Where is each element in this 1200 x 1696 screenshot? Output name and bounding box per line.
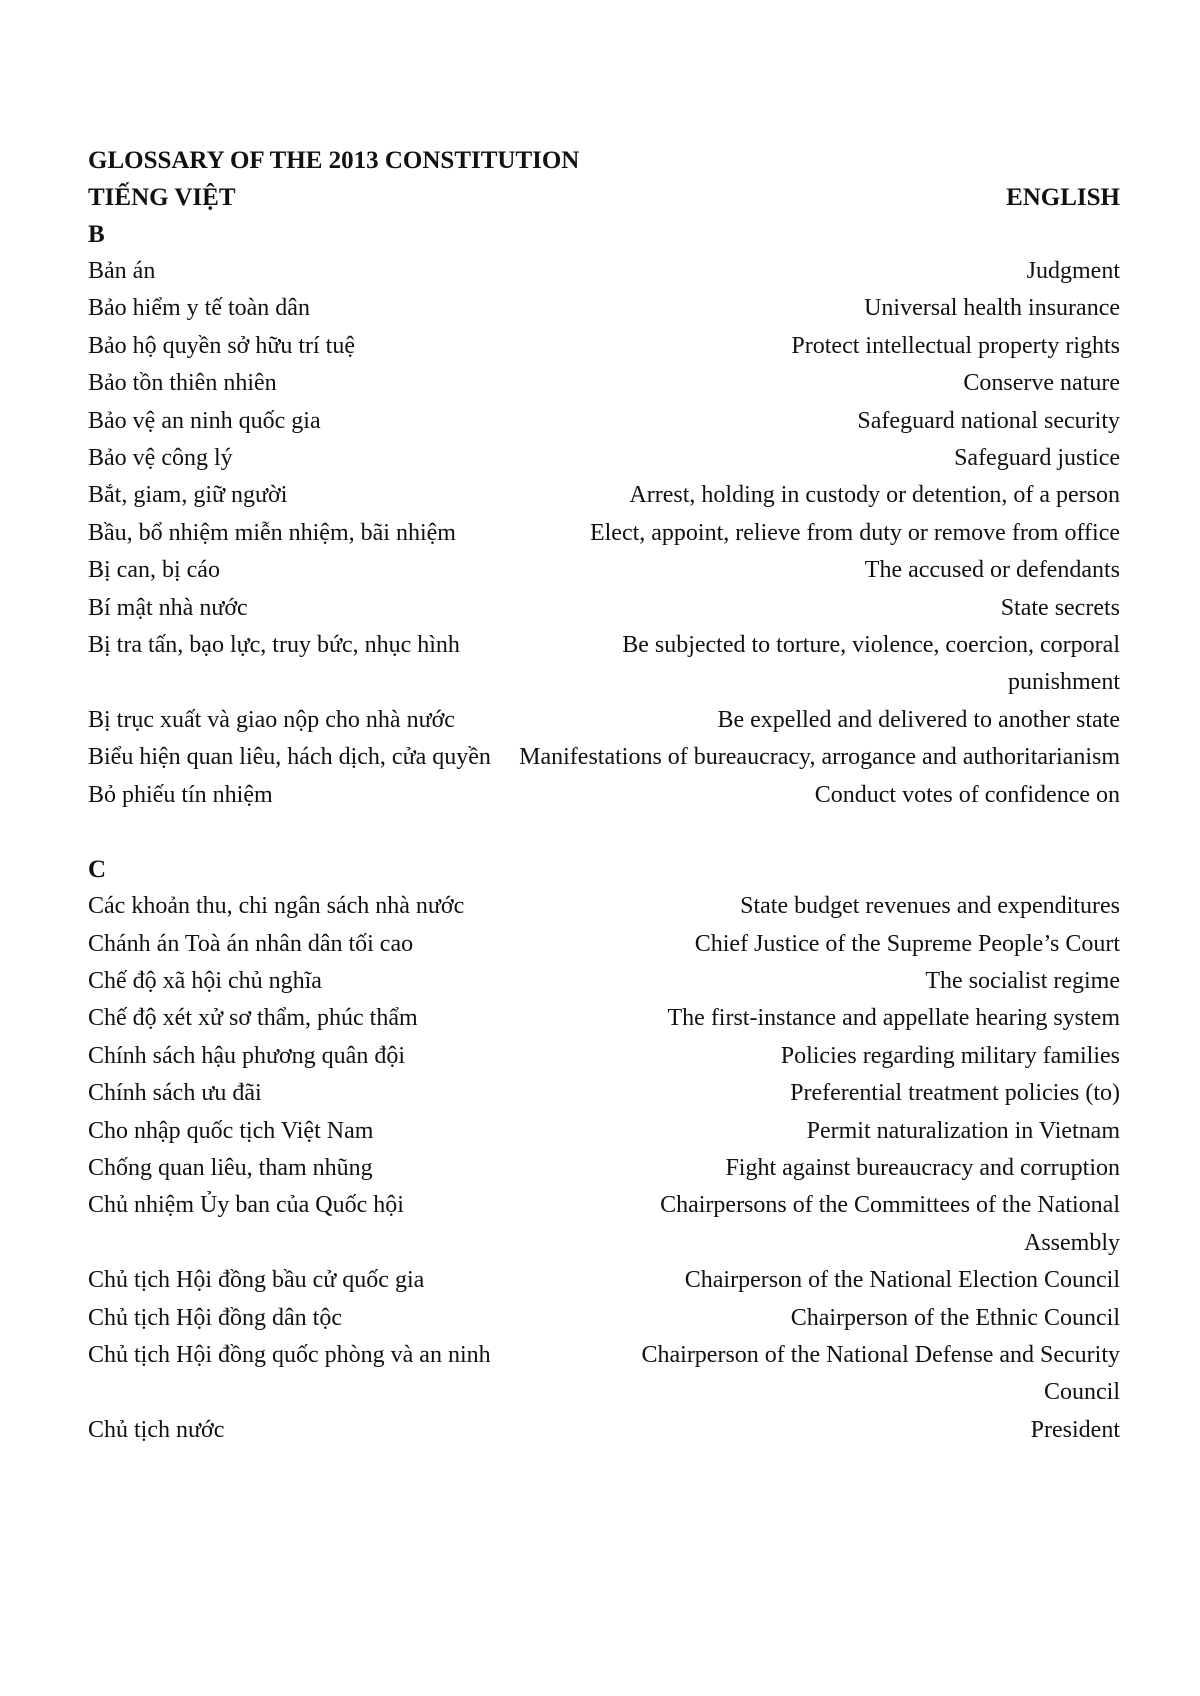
english-term: Chief Justice of the Supreme People’s Court — [694, 930, 1120, 957]
vietnamese-term: Chống quan liêu, tham nhũng — [88, 1154, 373, 1181]
vietnamese-term: Các khoản thu, chi ngân sách nhà nước — [88, 893, 465, 920]
english-term: The socialist regime — [925, 967, 1120, 994]
glossary-entry — [88, 290, 1120, 327]
glossary-entry — [88, 365, 1120, 402]
glossary-entry — [88, 888, 1120, 925]
vietnamese-term: Bảo hộ quyền sở hữu trí tuệ — [88, 332, 355, 359]
glossary-entry — [88, 926, 1120, 963]
glossary-entry — [88, 777, 1120, 814]
glossary-entry — [88, 1038, 1120, 1075]
glossary-entry — [88, 739, 1120, 776]
vietnamese-term: Chế độ xét xử sơ thẩm, phúc thẩm — [88, 1005, 418, 1032]
vietnamese-term: Bảo tồn thiên nhiên — [88, 370, 277, 397]
vietnamese-term: Chủ tịch Hội đồng dân tộc — [88, 1304, 342, 1331]
glossary-entry — [88, 253, 1120, 290]
section-spacer — [88, 814, 1120, 851]
glossary-entry — [88, 1113, 1120, 1150]
english-term: Chairperson of the Ethnic Council — [790, 1304, 1120, 1331]
vietnamese-term: Chế độ xã hội chủ nghĩa — [88, 967, 322, 994]
english-term: Chairpersons of the Committees of the National Assembly — [660, 1192, 1120, 1256]
vietnamese-term: Bỏ phiếu tín nhiệm — [88, 781, 273, 808]
glossary-entry — [88, 440, 1120, 477]
english-term: Safeguard justice — [954, 445, 1120, 472]
glossary-entry — [88, 1150, 1120, 1187]
glossary-entry — [88, 1337, 1120, 1412]
glossary-page — [88, 142, 1120, 1449]
glossary-entry — [88, 552, 1120, 589]
english-term: Be subjected to torture, violence, coercion, corporal punishment — [622, 632, 1120, 696]
vietnamese-term: Cho nhập quốc tịch Việt Nam — [88, 1117, 374, 1144]
glossary-entry — [88, 702, 1120, 739]
english-term: Fight against bureaucracy and corruption — [725, 1154, 1120, 1181]
glossary-entry — [88, 1412, 1120, 1449]
vietnamese-term: Bị trục xuất và giao nộp cho nhà nước — [88, 706, 455, 733]
vietnamese-term: Chủ tịch nước — [88, 1416, 225, 1443]
vietnamese-term: Bầu, bổ nhiệm miễn nhiệm, bãi nhiệm — [88, 519, 456, 546]
english-term: Chairperson of the National Election Council — [684, 1267, 1120, 1294]
glossary-entry — [88, 1075, 1120, 1112]
english-term: Safeguard national security — [857, 407, 1120, 434]
glossary-entry — [88, 328, 1120, 365]
english-term: Elect, appoint, relieve from duty or remove from office — [589, 519, 1120, 546]
glossary-entry — [88, 963, 1120, 1000]
english-term: Chairperson of the National Defense and Security Council — [641, 1341, 1120, 1406]
vietnamese-column-header: TIẾNG VIỆT — [88, 184, 236, 211]
vietnamese-term: Chính sách ưu đãi — [88, 1080, 262, 1107]
glossary-entry — [88, 477, 1120, 514]
english-term: The accused or defendants — [864, 557, 1120, 584]
glossary-entry — [88, 515, 1120, 552]
english-term: Permit naturalization in Vietnam — [806, 1117, 1120, 1144]
glossary-entry — [88, 1000, 1120, 1037]
english-term: Universal health insurance — [864, 295, 1120, 322]
vietnamese-term: Bị can, bị cáo — [88, 557, 220, 584]
vietnamese-term: Chủ tịch Hội đồng quốc phòng và an ninh — [88, 1341, 491, 1368]
english-term: Arrest, holding in custody or detention, of a person — [629, 482, 1120, 509]
glossary-entry — [88, 590, 1120, 627]
section-letter-c: C — [88, 856, 107, 884]
english-column-header: ENGLISH — [1006, 184, 1120, 211]
section-letter-b: B — [88, 221, 105, 248]
english-term: Conduct votes of confidence on — [814, 781, 1120, 808]
english-term: State secrets — [1000, 594, 1120, 621]
vietnamese-term: Biểu hiện quan liêu, hách dịch, cửa quyền — [88, 744, 491, 771]
english-term: Judgment — [1026, 258, 1120, 284]
vietnamese-term: Bản án — [88, 258, 156, 284]
english-term: Policies regarding military families — [780, 1042, 1120, 1069]
english-term: Protect intellectual property rights — [791, 332, 1120, 359]
english-term: Preferential treatment policies (to) — [790, 1080, 1120, 1107]
vietnamese-term: Bảo hiểm y tế toàn dân — [88, 295, 310, 322]
vietnamese-term: Chánh án Toà án nhân dân tối cao — [88, 930, 414, 957]
vietnamese-term: Bị tra tấn, bạo lực, truy bức, nhục hình — [88, 632, 460, 659]
glossary-entry — [88, 627, 1120, 702]
english-term: The first-instance and appellate hearing system — [667, 1005, 1120, 1032]
vietnamese-term: Chủ tịch Hội đồng bầu cử quốc gia — [88, 1267, 425, 1294]
glossary-entry — [88, 1300, 1120, 1337]
vietnamese-term: Bắt, giam, giữ người — [88, 482, 288, 509]
vietnamese-term: Bí mật nhà nước — [88, 594, 248, 621]
english-term: Be expelled and delivered to another state — [717, 706, 1120, 733]
vietnamese-term: Bảo vệ an ninh quốc gia — [88, 407, 321, 434]
glossary-entry — [88, 1262, 1120, 1299]
glossary-entry — [88, 1187, 1120, 1262]
english-term: President — [1030, 1416, 1120, 1443]
english-term: Conserve nature — [963, 370, 1120, 397]
english-term: State budget revenues and expenditures — [740, 893, 1120, 920]
column-header-row — [88, 179, 1120, 216]
vietnamese-term: Bảo vệ công lý — [88, 445, 233, 472]
vietnamese-term: Chính sách hậu phương quân đội — [88, 1042, 405, 1069]
page-title: GLOSSARY OF THE 2013 CONSTITUTION — [88, 147, 580, 174]
glossary-entry — [88, 403, 1120, 440]
vietnamese-term: Chủ nhiệm Ủy ban của Quốc hội — [88, 1192, 404, 1219]
english-term: Manifestations of bureaucracy, arrogance and authoritarianism — [519, 744, 1120, 771]
